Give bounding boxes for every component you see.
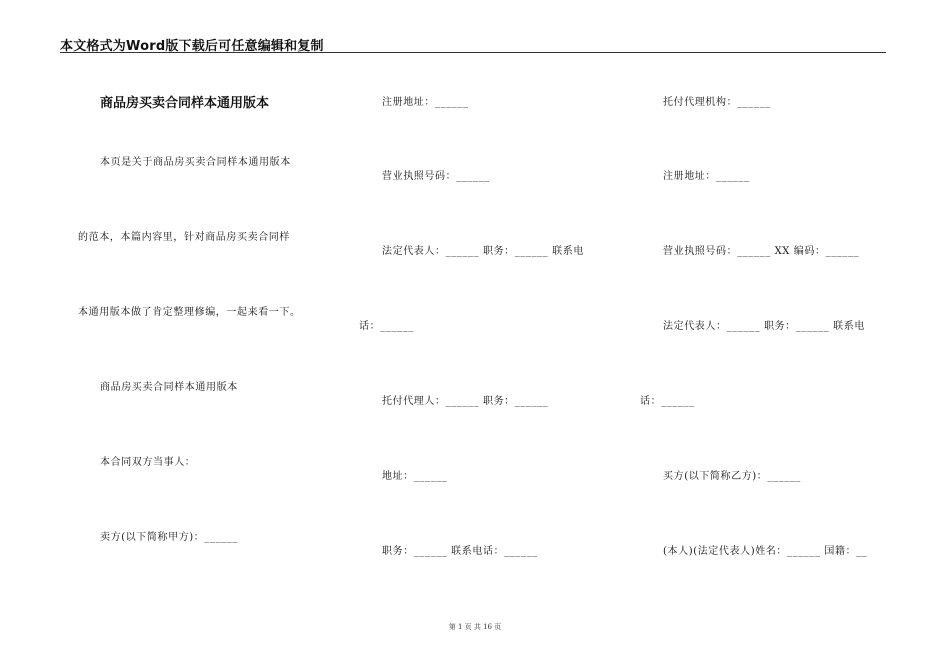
col1-line-1: 本页是关于商品房买卖合同样本通用版本 (100, 157, 291, 168)
col2-line-2: 营业执照号码：______ (382, 171, 490, 182)
col3-line-2: 注册地址：______ (663, 171, 750, 182)
col1-line-2: 的范本，本篇内容里，针对商品房买卖合同样 (78, 232, 290, 243)
col2-line-7: 职务：______ 联系电话：______ (382, 546, 538, 557)
col1-line-5: 本合同双方当事人： (100, 457, 196, 468)
page-number: 第 1 页 共 16 页 (448, 623, 502, 631)
col3-line-3: 营业执照号码：______ XX 编码：______ (663, 246, 860, 257)
col1-line-4: 商品房买卖合同样本通用版本 (100, 382, 238, 393)
header-divider (60, 52, 886, 53)
col3-line-6: 买方(以下简称乙方)：______ (663, 471, 802, 482)
header-title: 本文格式为Word版下载后可任意编辑和复制 (60, 39, 324, 54)
col1-line-6: 卖方(以下简称甲方)：______ (100, 532, 239, 543)
document-title: 商品房买卖合同样本通用版本 (100, 96, 270, 111)
col1-line-3: 本通用版本做了肯定整理修编，一起来看一下。 (78, 307, 301, 318)
col2-line-1: 注册地址：______ (382, 97, 469, 108)
col2-line-6: 地址：______ (382, 471, 448, 482)
col2-line-3: 法定代表人：______ 职务：______ 联系电 (382, 246, 584, 257)
col2-line-5: 托付代理人：______ 职务：______ (382, 396, 549, 407)
col3-line-4: 法定代表人：______ 职务：______ 联系电 (663, 321, 865, 332)
col3-line-1: 托付代理机构：______ (663, 97, 771, 108)
col3-line-5: 话：______ (640, 396, 695, 407)
col2-line-4: 话：______ (359, 321, 414, 332)
col3-line-7: (本人)(法定代表人)姓名：______ 国籍：__ (663, 546, 868, 557)
